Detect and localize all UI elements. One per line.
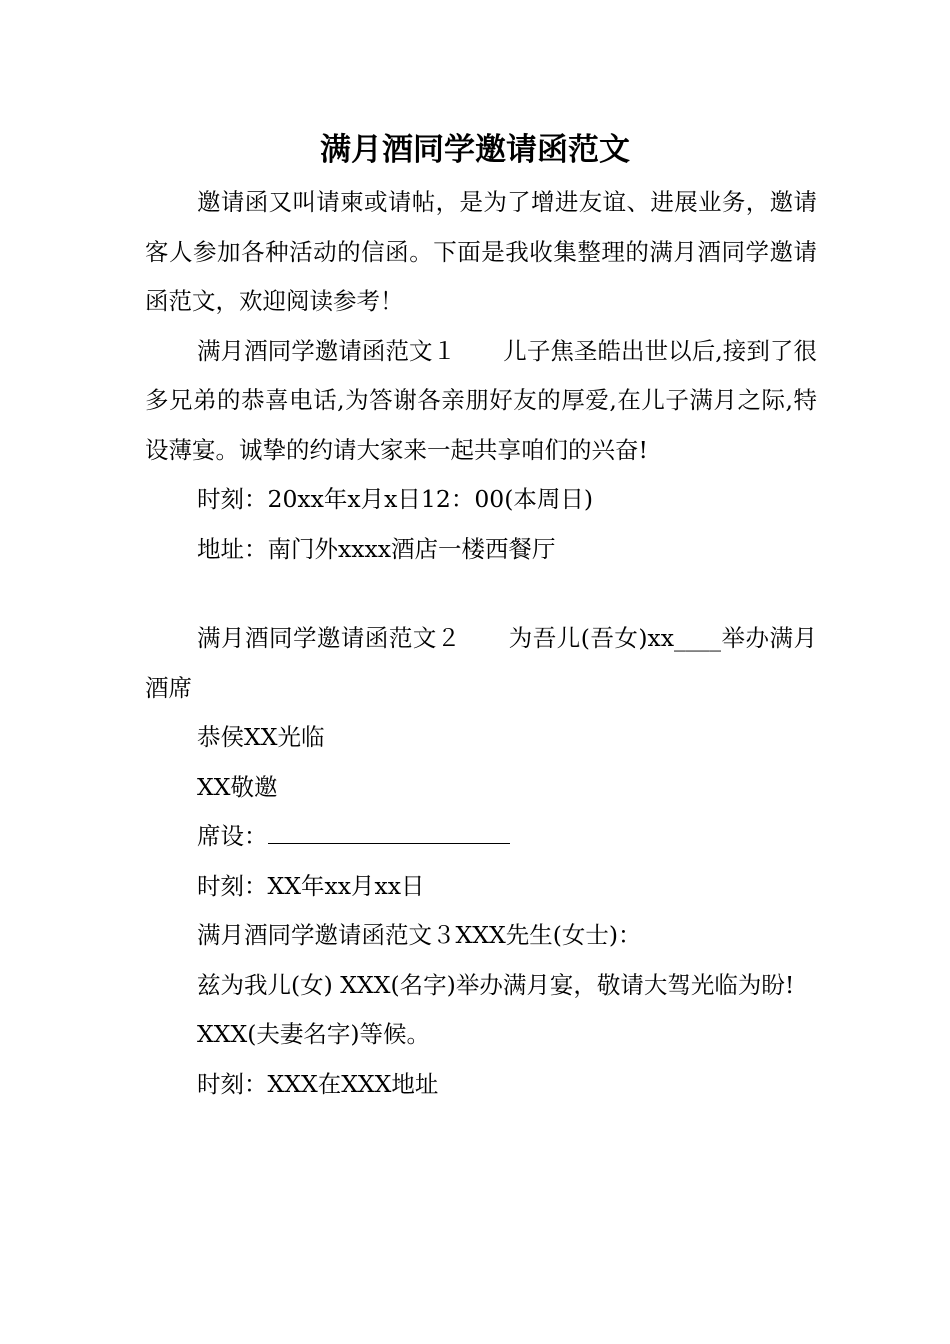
paragraph-gap xyxy=(145,574,817,614)
sample-2-heading: 满月酒同学邀请函范文２ 为吾儿(吾女)xx____举办满月酒席 xyxy=(145,624,817,702)
sample-2-venue xyxy=(145,812,817,862)
sample-3-time: 时刻：XXX在XXX地址 xyxy=(197,1069,439,1098)
venue-blank-line xyxy=(268,823,510,844)
sample-1-paragraph: 满月酒同学邀请函范文１ 儿子焦圣皓出世以后,接到了很多兄弟的恭喜电话,为答谢各亲朋好友的厚爱,在儿子满月之际,特设薄宴。诚挚的约请大家来一起共享咱们的兴奋! xyxy=(145,336,817,464)
document-title: 满月酒同学邀请函范文 xyxy=(320,132,630,168)
sample-2-invite: XX敬邀 xyxy=(197,772,278,801)
sample-3-heading: 满月酒同学邀请函范文３XXX先生(女士)： xyxy=(197,921,642,949)
sample-2-time: 时刻：XX年xx月xx日 xyxy=(197,871,425,900)
sample-2-await: 恭侯XX光临 xyxy=(197,723,325,751)
sample-3-signature: XXX(夫妻名字)等候。 xyxy=(197,1020,431,1048)
sample-1-time: 时刻：20xx年x月x日12：00(本周日) xyxy=(197,485,594,513)
sample-1-address: 地址：南门外xxxx酒店一楼西餐厅 xyxy=(197,534,556,563)
sample-3-body: 兹为我儿(女) XXX(名字)举办满月宴，敬请大驾光临为盼! xyxy=(197,970,795,999)
intro-paragraph: 邀请函又叫请柬或请帖，是为了增进友谊、进展业务，邀请客人参加各种活动的信函。下面是我收集整理的满月酒同学邀请函范文，欢迎阅读参考！ xyxy=(145,188,817,315)
document-body xyxy=(145,178,817,1109)
venue-label: 席设： xyxy=(197,822,268,850)
